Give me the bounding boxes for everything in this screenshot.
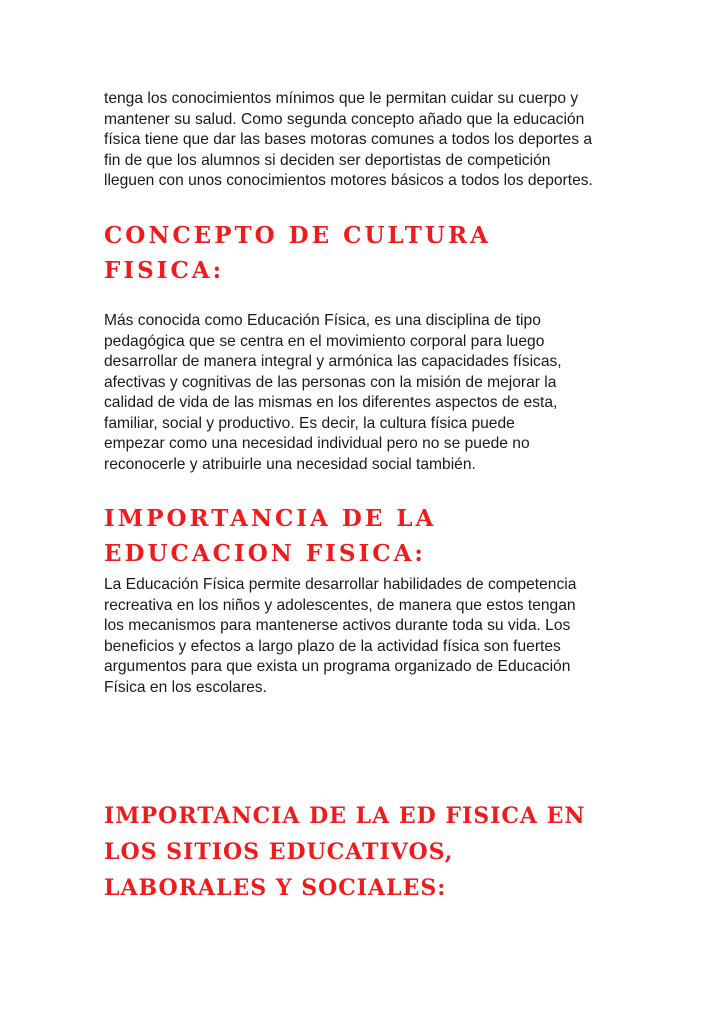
intro-line: tenga los conocimientos mínimos que le permitan cuidar su cuerpo y	[104, 90, 579, 107]
heading-line: EDUCACION FISICA:	[104, 540, 426, 567]
heading-line: IMPORTANCIA DE LA ED FISICA EN	[104, 803, 586, 829]
heading-line: FISICA:	[104, 257, 225, 284]
paragraph-line: beneficios y efectos a largo plazo de la actividad física son fuertes	[104, 637, 561, 655]
importancia-paragraph	[104, 575, 644, 698]
paragraph-line: pedagógica que se centra en el movimiento corporal para luego	[104, 332, 545, 350]
paragraph-line: La Educación Física permite desarrollar habilidades de competencia	[104, 576, 577, 593]
paragraph-line: los mecanismos para mantenerse activos durante toda su vida. Los	[104, 617, 571, 634]
intro-line: mantener su salud. Como segunda concepto añado que la educación	[104, 110, 585, 128]
heading-line: CONCEPTO DE CULTURA	[104, 222, 491, 249]
heading-concepto-cultura-fisica	[104, 218, 664, 288]
paragraph-line: desarrollar de manera integral y armónica las capacidades físicas,	[104, 353, 562, 370]
heading-importancia-educacion-fisica	[104, 501, 664, 571]
paragraph-line: empezar como una necesidad individual pero no se puede no	[104, 435, 530, 452]
paragraph-line: argumentos para que exista un programa organizado de Educación	[104, 658, 571, 675]
heading-importancia-sitios	[104, 798, 664, 906]
heading-line: IMPORTANCIA DE LA	[104, 505, 437, 532]
paragraph-line: Física en los escolares.	[104, 678, 267, 696]
paragraph-line: calidad de vida de las mismas en los diferentes aspectos de esta,	[104, 394, 558, 411]
paragraph-line: reconocerle y atribuirle una necesidad social también.	[104, 455, 476, 473]
heading-line: LOS SITIOS EDUCATIVOS,	[104, 839, 454, 865]
intro-line: fin de que los alumnos si deciden ser deportistas de competición	[104, 151, 551, 169]
paragraph-line: Más conocida como Educación Física, es una disciplina de tipo	[104, 312, 541, 329]
intro-line: lleguen con unos conocimientos motores básicos a todos los deportes.	[104, 172, 593, 189]
paragraph-line: recreativa en los niños y adolescentes, de manera que estos tengan	[104, 596, 576, 614]
paragraph-line: familiar, social y productivo. Es decir, la cultura física puede	[104, 414, 515, 432]
intro-line: física tiene que dar las bases motoras comunes a todos los deportes a	[104, 131, 593, 148]
intro-paragraph	[104, 89, 644, 192]
paragraph-line: afectivas y cognitivas de las personas con la misión de mejorar la	[104, 373, 557, 391]
heading-line: LABORALES Y SOCIALES:	[104, 875, 447, 901]
cultura-fisica-paragraph	[104, 311, 644, 475]
